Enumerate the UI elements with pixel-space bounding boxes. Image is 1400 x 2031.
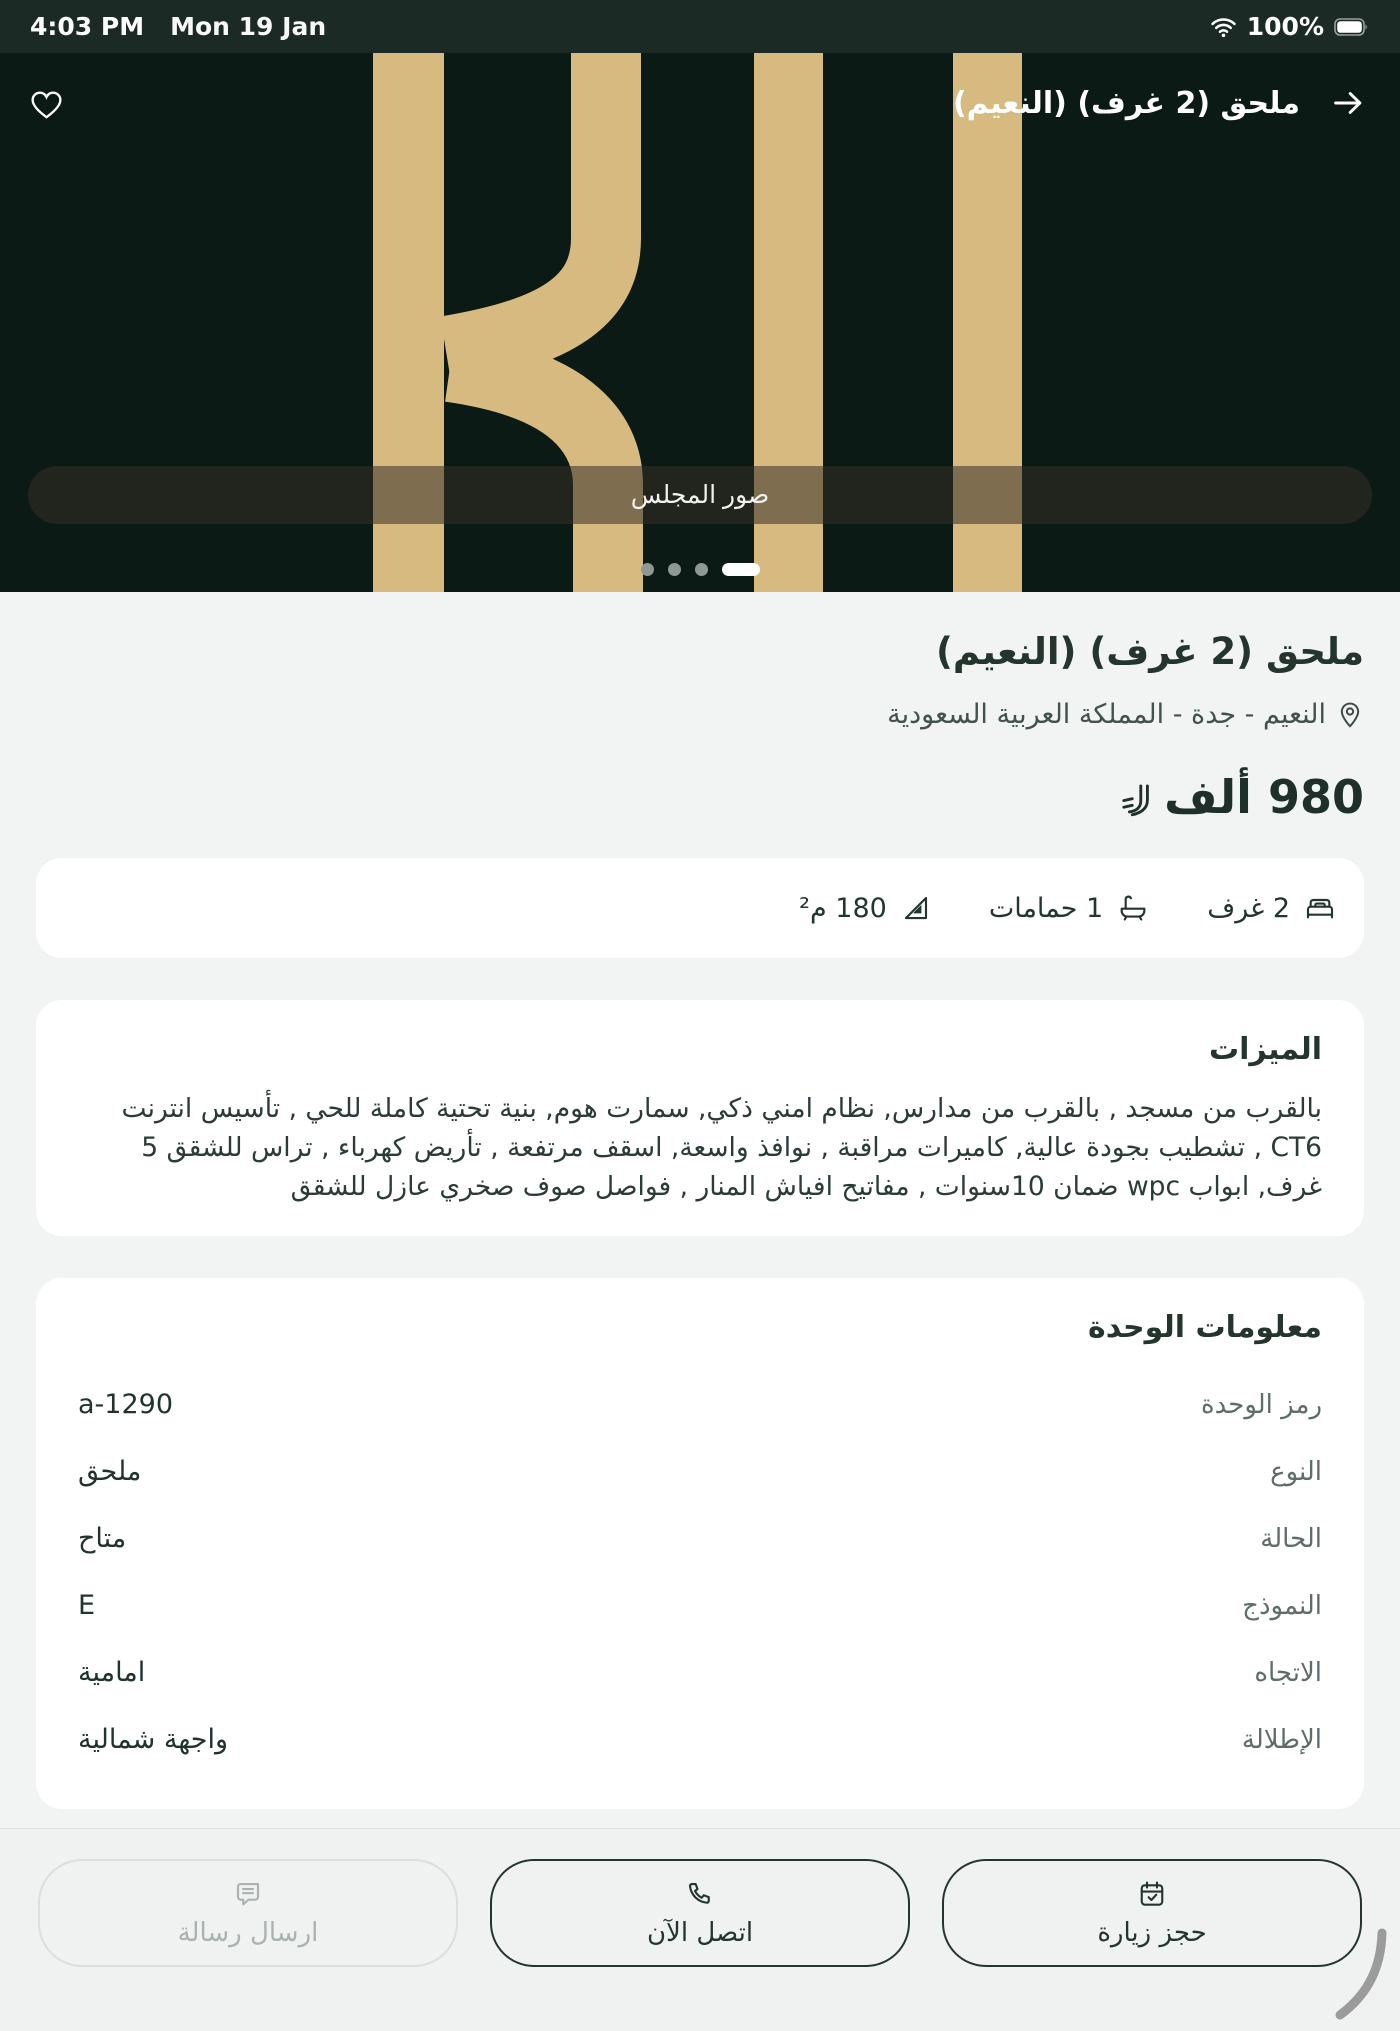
- unit-info-value: امامية: [78, 1657, 146, 1688]
- listing-price-row: [36, 770, 1364, 824]
- map-pin-icon: [1336, 701, 1364, 729]
- send-message-label: ارسال رسالة: [177, 1917, 319, 1948]
- arrow-right-icon: [1330, 87, 1366, 119]
- hero-title-wrap: [953, 81, 1370, 125]
- unit-info-row-type: [78, 1456, 1322, 1487]
- listing-price: 980 ألف: [1164, 770, 1364, 824]
- wifi-icon: [1210, 16, 1237, 38]
- area-ruler-icon: [901, 893, 931, 923]
- hero-title: ملحق (2 غرف) (النعيم): [952, 85, 1300, 121]
- battery-icon: [1334, 18, 1370, 36]
- unit-info-label: الإطلالة: [1241, 1724, 1322, 1755]
- unit-info-row-view: [78, 1724, 1322, 1755]
- gallery-photos-label: صور المجلس: [630, 481, 770, 509]
- bottom-action-bar: [0, 1828, 1400, 2031]
- unit-info-row-model: [78, 1590, 1322, 1621]
- unit-info-label: النوع: [1270, 1456, 1322, 1487]
- status-bar-left: [30, 12, 326, 41]
- status-time: 4:03 PM: [30, 12, 145, 41]
- unit-info-value: واجهة شمالية: [78, 1724, 229, 1755]
- stat-area: [799, 893, 931, 924]
- carousel-dot-active[interactable]: [722, 563, 760, 576]
- status-bar: [0, 0, 1400, 53]
- stat-bedrooms: [1207, 892, 1336, 924]
- features-heading: الميزات: [1209, 1032, 1322, 1067]
- favorite-button[interactable]: [24, 81, 68, 125]
- decorative-stroke: [1332, 1927, 1388, 2027]
- hero-header: [24, 81, 1370, 125]
- listing-content: [0, 592, 1400, 1809]
- bath-icon: [1117, 892, 1149, 924]
- unit-info-value: ملحق: [78, 1456, 142, 1487]
- unit-info-row-code: [78, 1389, 1322, 1420]
- carousel-dot[interactable]: [641, 563, 654, 576]
- unit-info-label: الحالة: [1260, 1523, 1322, 1554]
- stat-bathrooms: [989, 892, 1149, 924]
- bed-icon: [1304, 892, 1336, 924]
- message-icon: [233, 1879, 263, 1909]
- unit-info-row-direction: [78, 1657, 1322, 1688]
- features-text: بالقرب من مسجد , بالقرب من مدارس, نظام امني ذكي, سمارت هوم, بنية تحتية كاملة للحي , تأسيس انترنت CT6 , تشطيب بجودة عالية, كاميرات مراقبة , نوافذ واسعة, اسقف مرتفعة , تأريض كهرباء , تراس للشقق 5 غرف, ابواب wpc ضمان 10سنوات , مفاتيح افياش المنار , فواصل صوف صخري عازل للشقق: [121, 1093, 1322, 1202]
- back-button[interactable]: [1326, 81, 1370, 125]
- call-now-button[interactable]: [490, 1859, 910, 1967]
- calendar-check-icon: [1137, 1879, 1167, 1909]
- carousel-dot[interactable]: [668, 563, 681, 576]
- unit-info-label: الاتجاه: [1254, 1657, 1322, 1688]
- unit-info-value: E: [78, 1590, 96, 1621]
- carousel-dots: [0, 563, 1400, 576]
- book-visit-label: حجز زيارة: [1097, 1917, 1207, 1948]
- heart-icon: [28, 86, 65, 120]
- status-date: Mon 19 Jan: [170, 12, 327, 41]
- gallery-photos-button[interactable]: [28, 466, 1372, 524]
- unit-info-value: متاح: [78, 1523, 127, 1554]
- unit-info-label: رمز الوحدة: [1200, 1389, 1322, 1420]
- stat-bathrooms-label: 1 حمامات: [988, 892, 1104, 924]
- listing-title: ملحق (2 غرف) (النعيم): [935, 630, 1364, 673]
- status-bar-right: [1210, 12, 1370, 41]
- stat-area-label: 180 م²: [799, 892, 887, 924]
- unit-info-value: a-1290: [78, 1389, 174, 1420]
- phone-icon: [685, 1879, 715, 1909]
- unit-info-label: النموذج: [1242, 1590, 1322, 1621]
- stats-card: [36, 858, 1364, 958]
- unit-info-row-status: [78, 1523, 1322, 1554]
- listing-location: النعيم - جدة - المملكة العربية السعودية: [887, 699, 1326, 730]
- hero-gallery: [0, 53, 1400, 592]
- call-now-label: اتصل الآن: [646, 1917, 754, 1948]
- listing-location-row: [36, 699, 1364, 730]
- book-visit-button[interactable]: [942, 1859, 1362, 1967]
- send-message-button[interactable]: [38, 1859, 458, 1967]
- unit-info-card: [36, 1278, 1364, 1809]
- unit-info-heading: معلومات الوحدة: [1087, 1310, 1322, 1345]
- features-card: [36, 1000, 1364, 1236]
- carousel-dot[interactable]: [695, 563, 708, 576]
- battery-percent: 100%: [1246, 12, 1324, 41]
- saudi-riyal-icon: [1120, 784, 1154, 820]
- stat-bedrooms-label: 2 غرف: [1207, 892, 1290, 924]
